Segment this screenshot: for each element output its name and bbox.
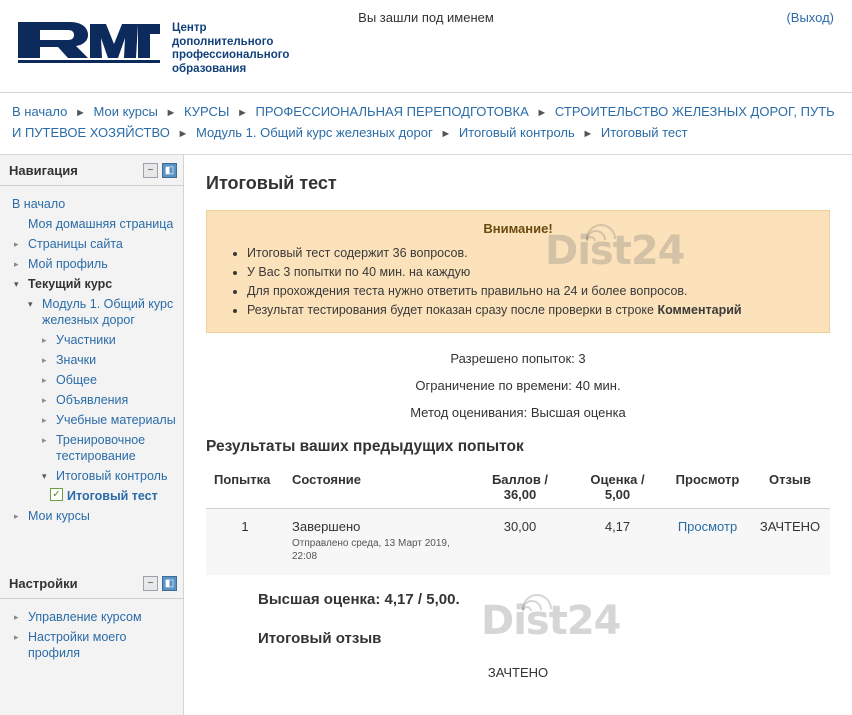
chevron-right-icon: ▸ bbox=[14, 259, 19, 269]
notice-list bbox=[221, 244, 815, 320]
sidebar-item-module-1[interactable] bbox=[4, 294, 179, 330]
col-grade bbox=[570, 466, 665, 509]
attempts-table bbox=[206, 466, 830, 575]
attempts-table-head bbox=[206, 466, 830, 509]
watermark-wifi-icon bbox=[582, 222, 622, 250]
final-feedback-title: Итоговый отзыв bbox=[258, 630, 382, 647]
review-attempt-link[interactable]: Просмотр bbox=[677, 519, 738, 534]
breadcrumb-separator-icon: ► bbox=[536, 107, 548, 119]
notice-item-text: Результат тестирования будет показан сразу после проверки в строке Комментарий bbox=[247, 303, 742, 317]
logout-link[interactable]: (Выход) bbox=[786, 10, 834, 25]
chevron-down-icon: ▾ bbox=[14, 279, 19, 289]
col-points bbox=[470, 466, 570, 509]
sidebar-item-label: Мои курсы bbox=[28, 509, 90, 523]
sidebar-item-general[interactable] bbox=[4, 370, 179, 390]
quiz-check-icon: ✓ bbox=[50, 488, 63, 501]
sidebar-item-label: Страницы сайта bbox=[28, 237, 123, 251]
sidebar-item-label: Общее bbox=[56, 373, 97, 387]
notice-item: • Итоговый тест содержит 36 вопросов. bbox=[247, 244, 815, 263]
chevron-right-icon: ▸ bbox=[42, 395, 47, 405]
notice-item: • У Вас 3 попытки по 40 мин. на каждую bbox=[247, 263, 815, 282]
logo-subtitle-line-2: дополнительного bbox=[172, 35, 274, 48]
col-points-l1: Баллов / bbox=[491, 472, 549, 487]
cell-points: 30,00 bbox=[470, 509, 570, 576]
breadcrumb bbox=[0, 93, 852, 155]
notice-title: Внимание! bbox=[483, 221, 553, 236]
breadcrumb-item-5[interactable]: Модуль 1. Общий курс железных дорог bbox=[195, 125, 433, 140]
notice-item-keyword: Комментарий bbox=[657, 303, 742, 317]
attempts-table-body bbox=[206, 509, 830, 576]
watermark-text-b: 24 bbox=[630, 228, 685, 274]
sidebar-item-final-control[interactable] bbox=[4, 466, 179, 486]
block-settings-body bbox=[0, 599, 183, 671]
col-grade-l2: 5,00 bbox=[604, 487, 631, 502]
logo-subtitle bbox=[172, 22, 289, 76]
grading-method-line: Метод оценивания: Высшая оценка bbox=[410, 405, 626, 420]
block-navigation-header bbox=[0, 155, 183, 186]
chevron-right-icon: ▸ bbox=[42, 355, 47, 365]
chevron-right-icon: ▸ bbox=[42, 335, 47, 345]
sidebar-item-label: Значки bbox=[56, 353, 97, 367]
cell-attempt: 1 bbox=[206, 509, 284, 576]
sidebar-item-label: Итоговый тест bbox=[67, 489, 158, 503]
sidebar-item-practice-testing[interactable] bbox=[4, 430, 179, 466]
block-settings-title: Настройки bbox=[9, 576, 78, 591]
state-submitted-text: Отправлено среда, 13 Март 2019, 22:08 bbox=[292, 538, 450, 562]
breadcrumb-separator-icon: ► bbox=[165, 107, 177, 119]
cell-state bbox=[284, 509, 470, 576]
breadcrumb-item-2[interactable]: КУРСЫ bbox=[184, 104, 230, 119]
col-state bbox=[284, 466, 470, 509]
chevron-right-icon: ▸ bbox=[42, 375, 47, 385]
block-navigation-title: Навигация bbox=[9, 163, 78, 178]
block-settings bbox=[0, 568, 183, 671]
col-view bbox=[665, 466, 750, 509]
notice-item: • Для прохождения теста нужно ответить правильно на 24 и более вопросов. bbox=[247, 282, 815, 301]
block-navigation bbox=[0, 155, 183, 534]
col-state-l1: Состояние bbox=[292, 472, 362, 487]
chevron-right-icon: ▸ bbox=[14, 511, 19, 521]
page-title: Итоговый тест bbox=[206, 173, 337, 193]
sidebar-item-course-management[interactable] bbox=[4, 607, 179, 627]
chevron-down-icon: ▾ bbox=[42, 471, 47, 481]
logo-subtitle-line-4: образования bbox=[172, 62, 247, 75]
block-settings-header bbox=[0, 568, 183, 599]
sidebar bbox=[0, 155, 184, 715]
previous-attempts-title: Результаты ваших предыдущих попыток bbox=[206, 438, 524, 455]
sidebar-item-label: Учебные материалы bbox=[56, 413, 176, 427]
cell-view bbox=[665, 509, 750, 576]
attention-notice bbox=[206, 210, 830, 333]
breadcrumb-item-current: Итоговый тест bbox=[600, 125, 688, 140]
col-feedback bbox=[750, 466, 830, 509]
breadcrumb-separator-icon: ► bbox=[582, 128, 594, 140]
col-attempt-l1: Попытка bbox=[214, 472, 271, 487]
login-info-text: Вы зашли под именем bbox=[358, 10, 494, 25]
sidebar-item-label: Модуль 1. Общий курс железных дорог bbox=[42, 297, 174, 327]
sidebar-item-my-courses[interactable] bbox=[4, 506, 179, 526]
sidebar-item-label: Тренировочное тестирование bbox=[56, 433, 146, 463]
sidebar-item-label: Участники bbox=[56, 333, 116, 347]
chevron-right-icon: ▸ bbox=[42, 415, 47, 425]
sidebar-item-site-pages[interactable] bbox=[4, 234, 179, 254]
allowed-attempts-line: Разрешено попыток: 3 bbox=[450, 351, 586, 366]
sidebar-item-final-test[interactable] bbox=[4, 486, 179, 506]
time-limit-line: Ограничение по времени: 40 мин. bbox=[415, 378, 621, 393]
sidebar-item-label: Итоговый контроль bbox=[56, 469, 168, 483]
collapse-icon[interactable]: − bbox=[143, 163, 158, 178]
chevron-right-icon: ▸ bbox=[14, 612, 19, 622]
site-header bbox=[0, 0, 852, 93]
chevron-right-icon: ▸ bbox=[14, 632, 19, 642]
chevron-down-icon: ▾ bbox=[28, 299, 33, 309]
sidebar-item-my-home[interactable] bbox=[4, 214, 179, 234]
breadcrumb-item-4[interactable]: СТРОИТЕЛЬСТВО ЖЕЛЕЗНЫХ ДОРОГ, ПУТЬ И ПУТЕВОЕ ХОЗЯЙСТВО bbox=[12, 104, 835, 140]
main-content bbox=[184, 155, 852, 715]
sidebar-item-label: Текущий курс bbox=[28, 277, 113, 291]
block-navigation-body bbox=[0, 186, 183, 534]
breadcrumb-item-0[interactable]: В начало bbox=[12, 104, 68, 119]
best-grade-text: Высшая оценка: 4,17 / 5,00. bbox=[258, 591, 460, 608]
final-feedback-value: ЗАЧТЕНО bbox=[487, 665, 549, 680]
breadcrumb-item-3[interactable]: ПРОФЕССИОНАЛЬНАЯ ПЕРЕПОДГОТОВКА bbox=[255, 104, 529, 119]
watermark-text-a: Dist bbox=[481, 598, 567, 644]
breadcrumb-separator-icon: ► bbox=[440, 128, 452, 140]
col-view-l1: Просмотр bbox=[675, 472, 740, 487]
sidebar-item-home[interactable] bbox=[4, 194, 179, 214]
col-points-l2: 36,00 bbox=[503, 487, 537, 502]
cell-feedback: ЗАЧТЕНО bbox=[750, 509, 830, 576]
sidebar-item-current-course[interactable] bbox=[4, 274, 179, 294]
sidebar-item-badges[interactable] bbox=[4, 350, 179, 370]
watermark-text-b: 24 bbox=[566, 598, 621, 644]
sidebar-item-learning-materials[interactable] bbox=[4, 410, 179, 430]
sidebar-item-label: В начало bbox=[12, 197, 66, 211]
body-wrapper bbox=[0, 155, 852, 715]
state-main-text: Завершено bbox=[292, 519, 361, 534]
sidebar-item-label: Управление курсом bbox=[28, 610, 142, 624]
block-navigation-controls bbox=[143, 163, 177, 178]
watermark-text-a: Dist bbox=[545, 228, 631, 274]
sidebar-item-label: Объявления bbox=[56, 393, 129, 407]
logo-subtitle-line-1: Центр bbox=[172, 22, 207, 34]
breadcrumb-item-6[interactable]: Итоговый контроль bbox=[458, 125, 575, 140]
dock-icon[interactable]: ◧ bbox=[162, 163, 177, 178]
sidebar-item-my-profile[interactable] bbox=[4, 254, 179, 274]
block-settings-controls bbox=[143, 576, 177, 591]
sidebar-item-label: Настройки моего профиля bbox=[28, 630, 127, 660]
breadcrumb-separator-icon: ► bbox=[177, 128, 189, 140]
logo-subtitle-line-3: профессионального bbox=[172, 49, 290, 61]
chevron-right-icon: ▸ bbox=[42, 435, 47, 445]
cell-grade: 4,17 bbox=[570, 509, 665, 576]
notice-item bbox=[247, 301, 815, 320]
sidebar-item-announcements[interactable] bbox=[4, 390, 179, 410]
col-feedback-l1: Отзыв bbox=[768, 472, 812, 487]
table-row bbox=[206, 509, 830, 576]
watermark-wifi-icon bbox=[518, 592, 558, 620]
chevron-right-icon: ▸ bbox=[14, 239, 19, 249]
sidebar-item-label: Моя домашняя страница bbox=[28, 217, 174, 231]
collapse-icon[interactable]: − bbox=[143, 576, 158, 591]
breadcrumb-separator-icon: ► bbox=[75, 107, 86, 119]
breadcrumb-item-1[interactable]: Мои курсы bbox=[93, 104, 158, 119]
breadcrumb-separator-icon: ► bbox=[237, 107, 248, 119]
dock-icon[interactable]: ◧ bbox=[162, 576, 177, 591]
table-header-row bbox=[206, 466, 830, 509]
sidebar-item-participants[interactable] bbox=[4, 330, 179, 350]
col-attempt bbox=[206, 466, 284, 509]
sidebar-item-profile-settings[interactable] bbox=[4, 627, 179, 663]
sidebar-item-label: Мой профиль bbox=[28, 257, 108, 271]
col-grade-l1: Оценка / bbox=[590, 472, 645, 487]
